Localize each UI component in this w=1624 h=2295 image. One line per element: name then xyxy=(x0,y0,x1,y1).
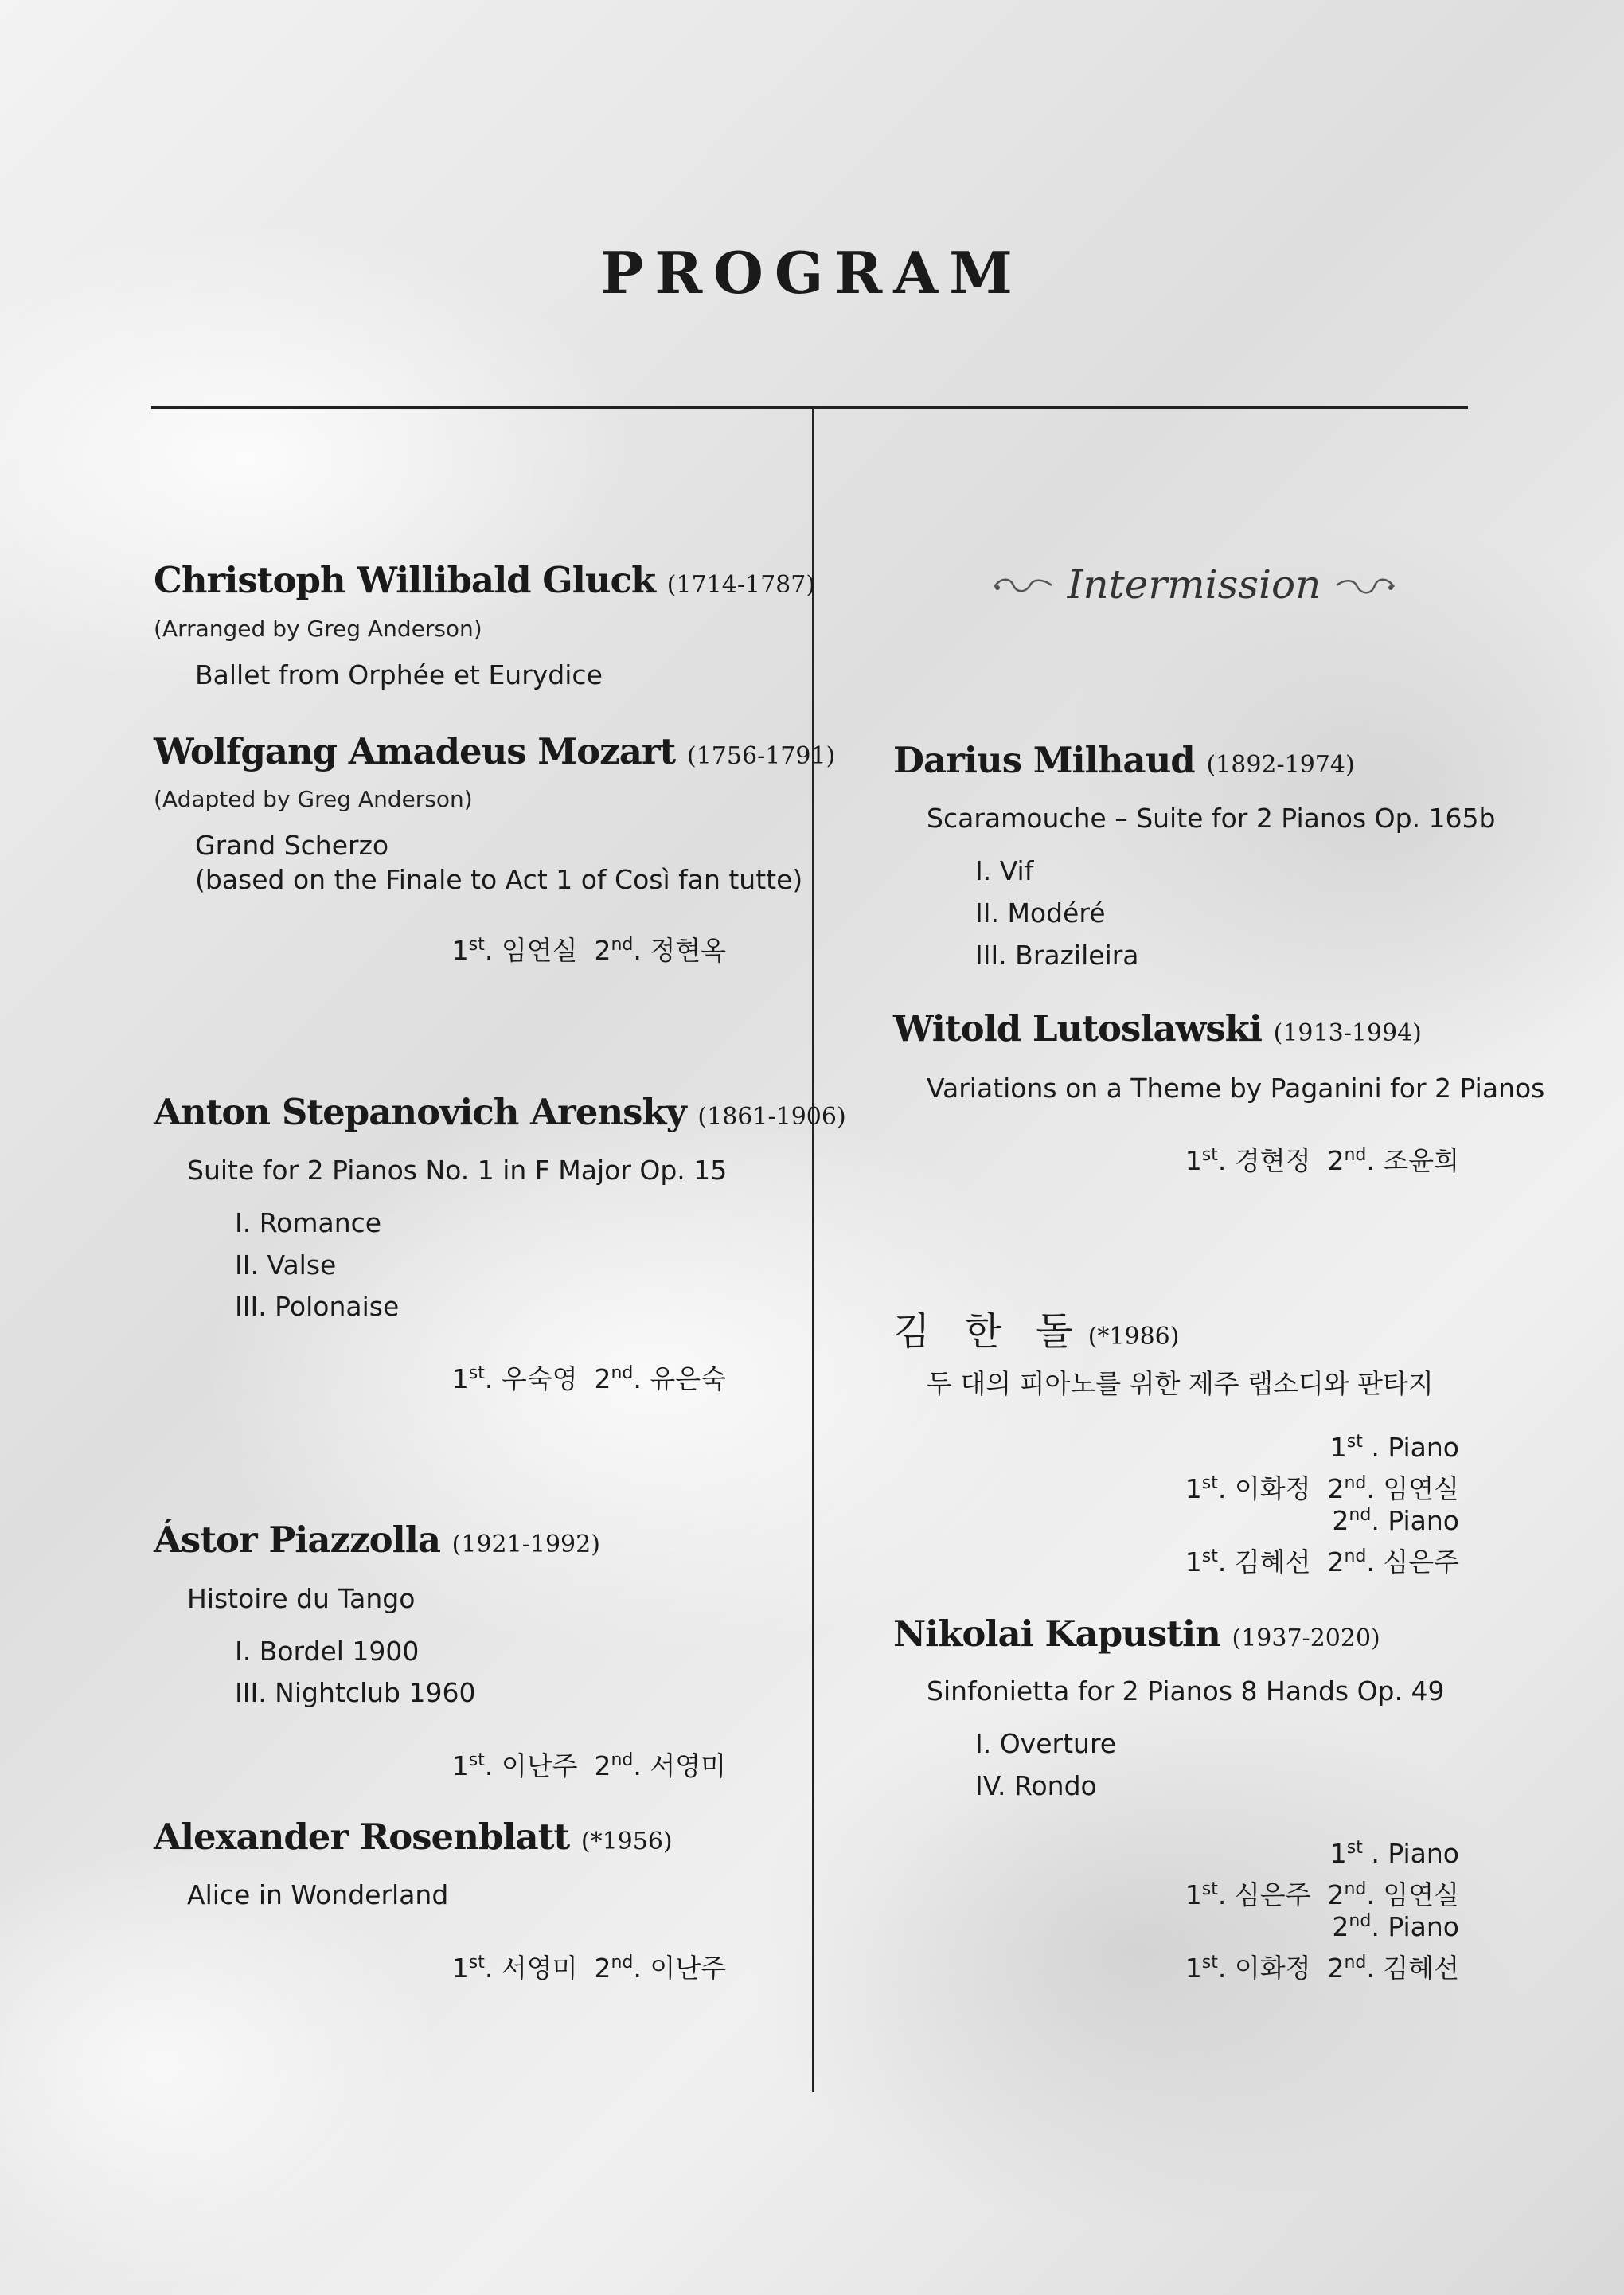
work-title: Grand Scherzo xyxy=(195,830,389,861)
composer-milhaud xyxy=(893,739,1355,781)
movement: III. Brazileira xyxy=(975,940,1139,971)
work-title: Sinfonietta for 2 Pianos 8 Hands Op. 49 xyxy=(927,1675,1445,1707)
performers: 1st. 서영미 2nd. 이난주 xyxy=(451,1953,726,1984)
composer-years: (1892-1974) xyxy=(1206,751,1355,779)
page-title: PROGRAM xyxy=(600,239,1024,307)
work-title: 두 대의 피아노를 위한 제주 랩소디와 판타지 xyxy=(927,1368,1434,1399)
arranger-note: (Arranged by Greg Anderson) xyxy=(154,616,482,642)
composer-years: (1714-1787) xyxy=(666,571,816,599)
composer-years: (1913-1994) xyxy=(1273,1019,1422,1047)
work-title: Alice in Wonderland xyxy=(187,1879,449,1910)
performers: 1st. 이난주 2nd. 서영미 xyxy=(451,1750,726,1781)
composer-rosenblatt xyxy=(154,1816,673,1858)
movement: IV. Rondo xyxy=(975,1770,1097,1801)
movement: I. Bordel 1900 xyxy=(235,1636,420,1667)
performers: 1st. 김혜선 2nd. 심은주 xyxy=(1185,1546,1459,1578)
piano-2-label: 2nd. Piano xyxy=(1332,1505,1459,1536)
composer-kim xyxy=(893,1300,1179,1355)
movement: I. Vif xyxy=(975,855,1034,886)
horizontal-divider xyxy=(151,406,1468,409)
piano-1-label: 1st . Piano xyxy=(1329,1838,1459,1869)
composer-name: Darius Milhaud xyxy=(893,739,1195,781)
work-subtitle: (based on the Finale to Act 1 of Così fan tutte) xyxy=(195,864,803,895)
composer-mozart xyxy=(154,730,835,772)
movement: I. Overture xyxy=(975,1728,1117,1759)
composer-years: (1937-2020) xyxy=(1232,1624,1380,1652)
work-title: Suite for 2 Pianos No. 1 in F Major Op. 15 xyxy=(187,1155,728,1186)
composer-name: Nikolai Kapustin xyxy=(893,1613,1220,1655)
composer-name: 김 한 돌 xyxy=(893,1309,1084,1354)
composer-arensky xyxy=(154,1091,846,1133)
movement: III. Nightclub 1960 xyxy=(235,1677,476,1708)
performers: 1st. 경현정 2nd. 조윤희 xyxy=(1185,1145,1459,1176)
work-title: Scaramouche – Suite for 2 Pianos Op. 165b xyxy=(927,803,1496,834)
work-title: Ballet from Orphée et Eurydice xyxy=(195,659,603,690)
performers: 1st. 이화정 2nd. 김혜선 xyxy=(1185,1953,1459,1984)
composer-name: Ástor Piazzolla xyxy=(154,1519,440,1561)
performers: 1st. 심은주 2nd. 임연실 xyxy=(1185,1879,1459,1910)
composer-years: (*1956) xyxy=(580,1828,673,1855)
piano-2-label: 2nd. Piano xyxy=(1332,1911,1459,1942)
intermission-label: Intermission xyxy=(1067,561,1321,608)
composer-name: Wolfgang Amadeus Mozart xyxy=(154,730,676,772)
work-title: Histoire du Tango xyxy=(187,1583,416,1614)
flourish-left-icon xyxy=(991,569,1055,606)
work-title: Variations on a Theme by Paganini for 2 Pianos xyxy=(927,1073,1545,1104)
movement: III. Polonaise xyxy=(235,1291,400,1322)
composer-name: Anton Stepanovich Arensky xyxy=(154,1091,686,1133)
composer-years: (1921-1992) xyxy=(451,1531,600,1558)
performers: 1st. 임연실 2nd. 정현옥 xyxy=(451,935,726,966)
composer-gluck xyxy=(154,559,815,601)
performers: 1st. 이화정 2nd. 임연실 xyxy=(1185,1473,1459,1504)
movement: I. Romance xyxy=(235,1207,382,1238)
piano-1-label: 1st . Piano xyxy=(1329,1432,1459,1463)
composer-name: Alexander Rosenblatt xyxy=(154,1816,570,1858)
composer-piazzolla xyxy=(154,1519,600,1561)
composer-years: (1861-1906) xyxy=(697,1103,846,1131)
performers: 1st. 우숙영 2nd. 유은숙 xyxy=(451,1363,726,1394)
composer-years: (*1986) xyxy=(1087,1323,1180,1351)
composer-years: (1756-1791) xyxy=(687,742,836,770)
arranger-note: (Adapted by Greg Anderson) xyxy=(154,786,473,812)
composer-name: Christoph Willibald Gluck xyxy=(154,559,656,601)
composer-name: Witold Lutoslawski xyxy=(893,1007,1262,1050)
flourish-right-icon xyxy=(1333,569,1397,606)
movement: II. Valse xyxy=(235,1249,337,1280)
composer-kapustin xyxy=(893,1613,1380,1655)
intermission-heading xyxy=(987,561,1401,608)
movement: II. Modéré xyxy=(975,897,1106,929)
composer-lutoslawski xyxy=(893,1007,1422,1050)
vertical-divider xyxy=(812,408,814,2092)
